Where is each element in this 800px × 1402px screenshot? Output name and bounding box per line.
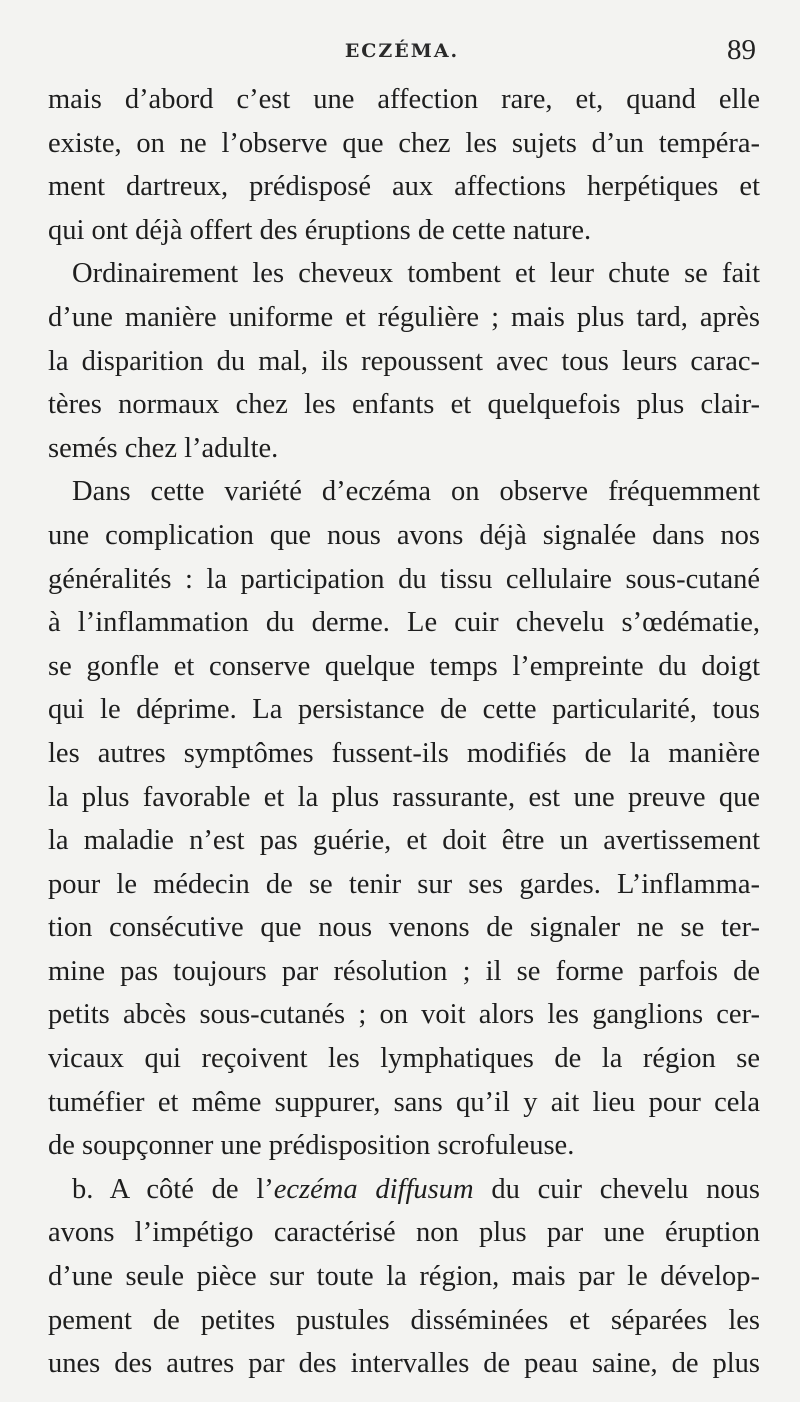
text-line: les autres symptômes fussent-ils modifiés de la manière: [48, 737, 760, 769]
text-run: b. A côté de l’: [72, 1173, 274, 1205]
text-line: qui le déprime. La persistance de cette particularité, tous: [48, 694, 760, 726]
paragraph-1: [48, 78, 760, 252]
text-line: une complication que nous avons déjà signalée dans nos: [48, 519, 760, 551]
text-line: mine pas toujours par résolution ; il se forme parfois de: [48, 955, 760, 987]
text-line: d’une manière uniforme et régulière ; mais plus tard, après: [48, 301, 760, 333]
text-line: tères normaux chez les enfants et quelquefois plus clair-: [48, 389, 760, 421]
running-head: [48, 34, 756, 70]
text-line: pour le médecin de se tenir sur ses gardes. L’inflamma-: [48, 868, 760, 900]
text-line: généralités : la participation du tissu cellulaire sous-cutané: [48, 563, 760, 595]
text-line: tuméfier et même suppurer, sans qu’il y ait lieu pour cela: [48, 1086, 760, 1118]
text-line: se gonfle et conserve quelque temps l’empreinte du doigt: [48, 650, 760, 682]
text-line: vicaux qui reçoivent les lymphatiques de la région se: [48, 1043, 760, 1075]
text-line: Dans cette variété d’eczéma on observe fréquemment: [72, 476, 760, 508]
text-line: unes des autres par des intervalles de peau saine, de plus: [48, 1348, 760, 1380]
italic-term: eczéma diffusum: [273, 1173, 474, 1205]
text-line: Ordinairement les cheveux tombent et leur chute se fait: [72, 258, 760, 290]
text-line-with-italic: [48, 1168, 760, 1212]
page-number: 89: [727, 34, 756, 66]
text-line: la disparition du mal, ils repoussent avec tous leurs carac-: [48, 345, 760, 377]
text-line: la plus favorable et la plus rassurante, est une preuve que: [48, 781, 760, 813]
text-line: à l’inflammation du derme. Le cuir chevelu s’œdématie,: [48, 607, 760, 639]
text-line: tion consécutive que nous venons de signaler ne se ter-: [48, 912, 760, 944]
body-text: [48, 78, 760, 1386]
paragraph-4: [48, 1168, 760, 1386]
paragraph-2: [48, 252, 760, 470]
text-line: avons l’impétigo caractérisé non plus par une éruption: [48, 1217, 760, 1249]
chapter-title: ECZÉMA.: [344, 40, 460, 62]
text-line: d’une seule pièce sur toute la région, mais par le dévelop-: [48, 1261, 760, 1293]
text-line: pement de petites pustules disséminées et séparées les: [48, 1304, 760, 1336]
text-line: qui ont déjà offert des éruptions de cette nature.: [48, 214, 592, 246]
text-line: mais d’abord c’est une affection rare, et, quand elle: [48, 84, 760, 115]
paragraph-3: [48, 470, 760, 1168]
text-line: semés chez l’adulte.: [48, 432, 279, 464]
text-line: la maladie n’est pas guérie, et doit être un avertissement: [48, 825, 760, 857]
text-line: existe, on ne l’observe que chez les sujets d’un tempéra-: [48, 127, 760, 159]
text-run: du cuir chevelu nous: [473, 1173, 760, 1205]
text-line: de soupçonner une prédisposition scrofuleuse.: [48, 1130, 575, 1162]
text-line: petits abcès sous-cutanés ; on voit alors les ganglions cer-: [48, 999, 760, 1031]
text-line: ment dartreux, prédisposé aux affections herpétiques et: [48, 171, 760, 203]
